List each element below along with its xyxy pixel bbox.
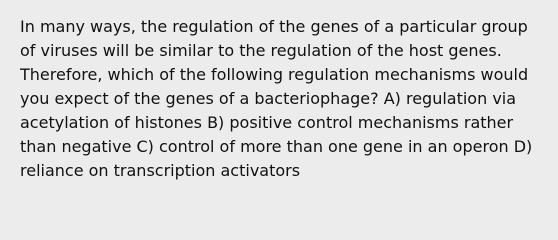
question-text: In many ways, the regulation of the genes of a particular group of viruses will be similar to the regulation of the host genes. Therefore, which of the following regulation mechanisms would you expect of the genes of a bacteriophage? A) regulation via acetylation of histones B) positive control mechanisms rather than negative C) control of more than one gene in an operon D) reliance on transcription activators xyxy=(20,17,533,180)
